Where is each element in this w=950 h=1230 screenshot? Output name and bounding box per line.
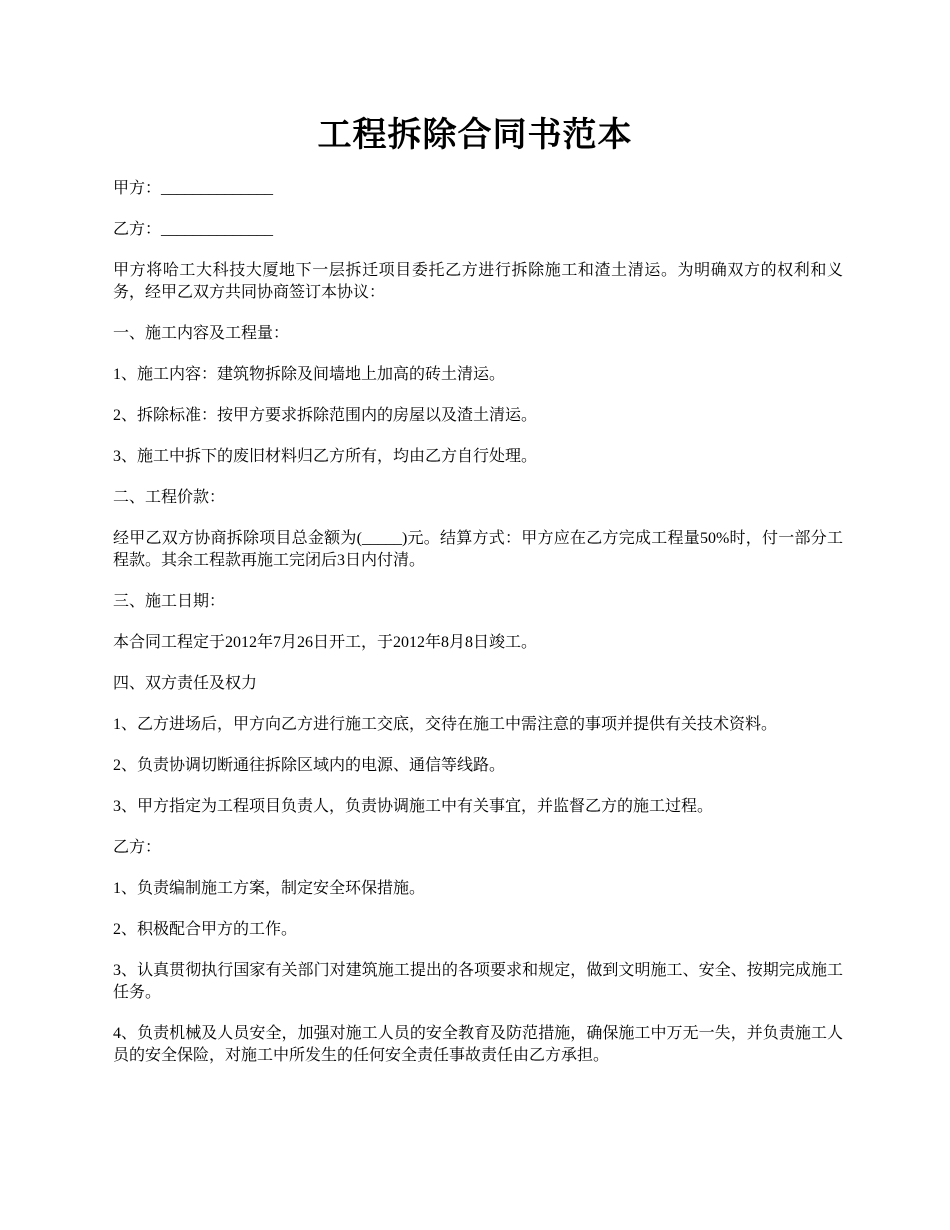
clause-paragraph: 2、积极配合甲方的工作。 [113, 921, 298, 938]
intro-paragraph: 甲方将哈工大科技大厦地下一层拆迁项目委托乙方进行拆除施工和渣土清运。为明确双方的权利和义务，经甲乙双方共同协商签订本协议： [113, 262, 843, 301]
party-a-line: 甲方：______________ [113, 180, 274, 197]
section-heading-price: 二、工程价款： [113, 489, 226, 506]
section-heading-responsibilities: 四、双方责任及权力 [113, 675, 258, 692]
document-body [113, 178, 843, 1086]
clause-paragraph: 3、甲方指定为工程项目负责人，负责协调施工中有关事宜，并监督乙方的施工过程。 [113, 798, 714, 815]
clause-paragraph: 本合同工程定于2012年7月26日开工，于2012年8月8日竣工。 [113, 634, 538, 651]
clause-paragraph: 3、施工中拆下的废旧材料归乙方所有，均由乙方自行处理。 [113, 448, 538, 465]
party-b-line: 乙方：______________ [113, 221, 274, 238]
document-title: 工程拆除合同书范本 [317, 117, 633, 154]
clause-paragraph: 2、拆除标准：按甲方要求拆除范围内的房屋以及渣土清运。 [113, 407, 538, 424]
clause-paragraph: 1、施工内容：建筑物拆除及间墙地上加高的砖土清运。 [113, 366, 506, 383]
party-b-heading: 乙方： [113, 839, 162, 856]
clause-paragraph: 经甲乙双方协商拆除项目总金额为(_____)元。结算方式：甲方应在乙方完成工程量50%时，付一部分工程款。其余工程款再施工完闭后3日内付清。 [113, 530, 843, 569]
clause-paragraph: 1、乙方进场后，甲方向乙方进行施工交底，交待在施工中需注意的事项并提供有关技术资料。 [113, 716, 778, 733]
clause-paragraph: 2、负责协调切断通往拆除区域内的电源、通信等线路。 [113, 757, 506, 774]
clause-paragraph: 3、认真贯彻执行国家有关部门对建筑施工提出的各项要求和规定，做到文明施工、安全、按期完成施工任务。 [113, 962, 843, 1001]
clause-paragraph: 1、负责编制施工方案，制定安全环保措施。 [113, 880, 426, 897]
section-heading-dates: 三、施工日期： [113, 593, 226, 610]
section-heading-scope: 一、施工内容及工程量： [113, 325, 290, 342]
clause-paragraph: 4、负责机械及人员安全，加强对施工人员的安全教育及防范措施，确保施工中万无一失，并负责施工人员的安全保险，对施工中所发生的任何安全责任事故责任由乙方承担。 [113, 1025, 843, 1064]
